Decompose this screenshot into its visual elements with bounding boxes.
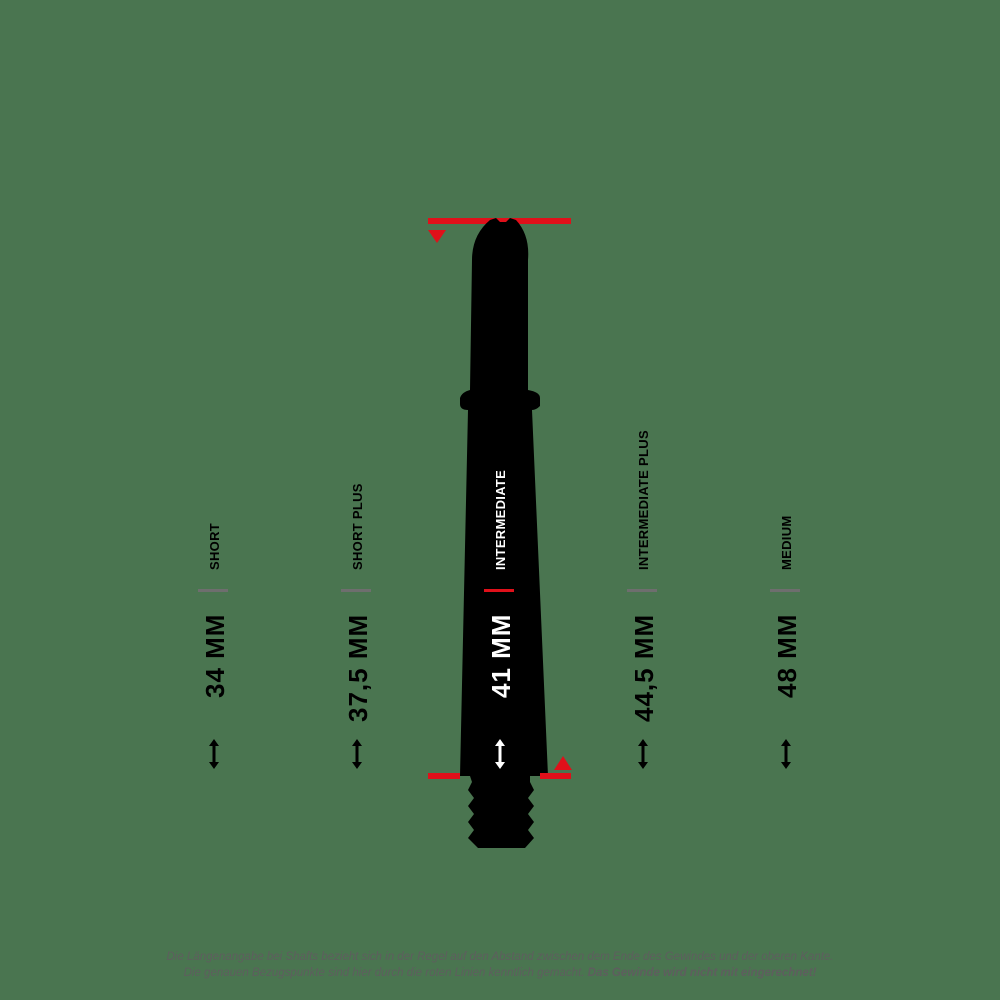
size-value: 41 MM (486, 613, 516, 698)
up-triangle-marker-icon (554, 756, 572, 770)
separator (341, 589, 371, 592)
footer-line-2 (0, 965, 1000, 981)
separator (770, 589, 800, 592)
separator-highlight (484, 589, 514, 592)
separator (198, 589, 228, 592)
double-arrow-vertical-icon (780, 738, 792, 770)
size-label: SHORT (207, 523, 222, 570)
size-value: 44,5 MM (629, 613, 659, 722)
size-value: 48 MM (772, 613, 802, 698)
double-arrow-vertical-icon (351, 738, 363, 770)
bottom-reference-line-right (540, 773, 571, 779)
size-label: SHORT PLUS (350, 483, 365, 570)
shaft-thread (468, 776, 534, 848)
size-label: INTERMEDIATE (493, 469, 508, 570)
bottom-reference-line-left (428, 773, 460, 779)
footer-note (0, 949, 1000, 981)
size-value: 37,5 MM (343, 613, 373, 722)
size-label: MEDIUM (779, 515, 794, 570)
down-triangle-marker-icon (428, 230, 446, 243)
size-value: 34 MM (200, 613, 230, 698)
footer-line-2-emphasis: Das Gewinde wird nicht mit eingerechnet! (587, 967, 817, 979)
double-arrow-vertical-icon (637, 738, 649, 770)
footer-line-2-text: Die genauen Bezugspunkte sind hier durch die roten Linien kenntlich gemacht. (183, 967, 588, 979)
double-arrow-vertical-icon (494, 738, 506, 770)
footer-line-1: Die Längenangabe bei Shafts bezieht sich in der Regel auf den Abstand zwischen dem Ende des Gewindes und der oberen Kante. (166, 951, 834, 963)
size-label: INTERMEDIATE PLUS (636, 430, 651, 570)
separator (627, 589, 657, 592)
double-arrow-vertical-icon (208, 738, 220, 770)
